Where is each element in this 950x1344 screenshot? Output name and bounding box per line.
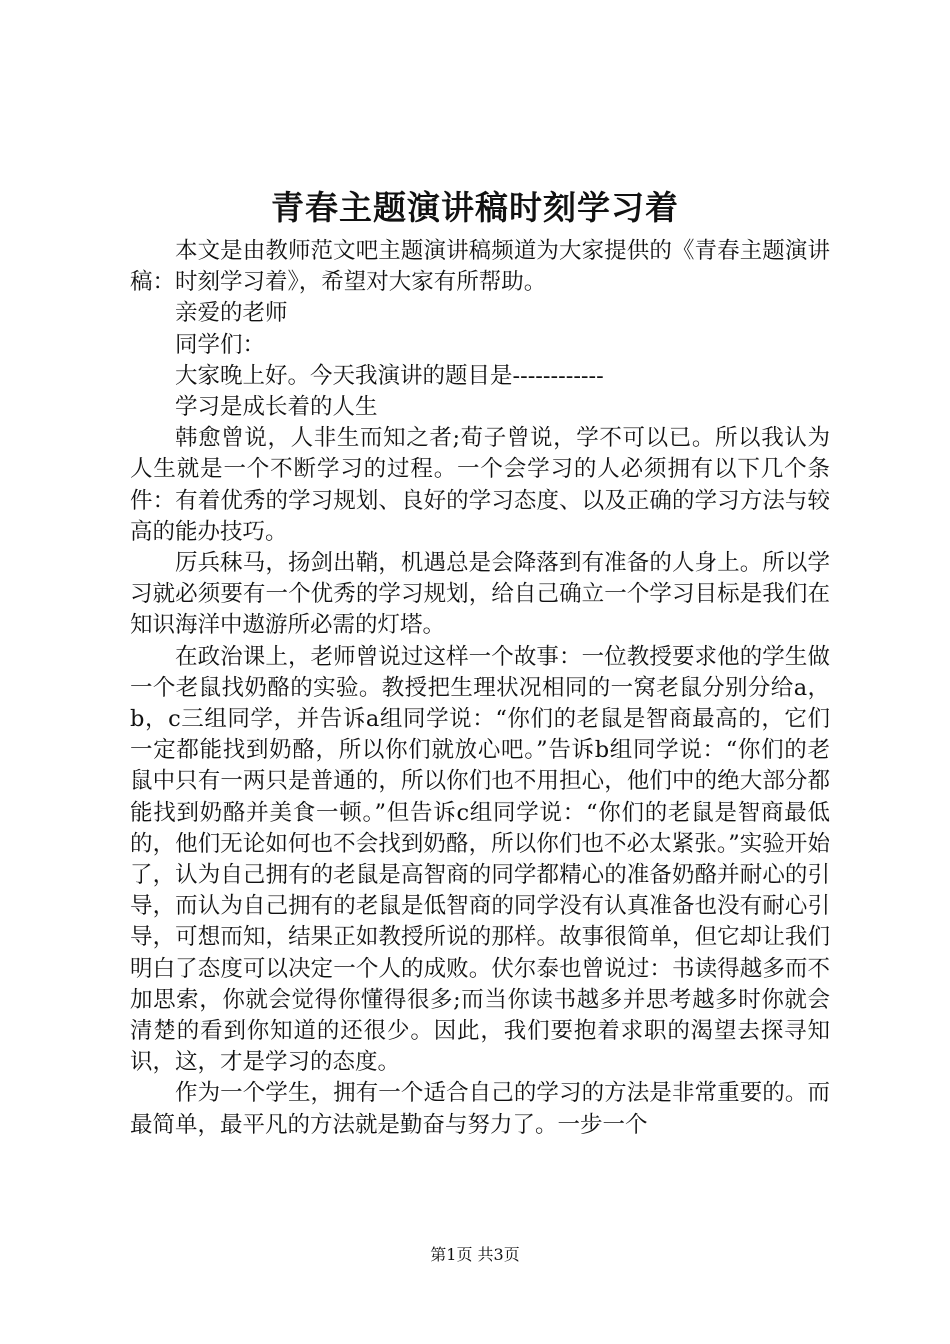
document-body: [130, 236, 830, 1141]
paragraph-salutation-teacher: 亲爱的老师: [175, 300, 288, 327]
page-footer: 第1页 共3页: [430, 1245, 520, 1264]
paragraph-speech-topic: 学习是成长着的人生: [175, 394, 378, 421]
paragraph-body: 韩愈曾说，人非生而知之者;荀子曾说，学不可以已。所以我认为人生就是一个不断学习的过程。一个会学习的人必须拥有以下几个条件：有着优秀的学习规划、良好的学习态度、以及正确的学习方法与较高的能办技巧。: [130, 425, 830, 545]
document-title: 青春主题演讲稿时刻学习着: [271, 188, 679, 227]
paragraph-greeting: 大家晚上好。今天我演讲的题目是------------: [175, 362, 604, 389]
paragraph-body: 在政治课上，老师曾说过这样一个故事：一位教授要求他的学生做一个老鼠找奶酪的实验。教授把生理状况相同的一窝老鼠分别分给a，b，c三组同学，并告诉a组同学说：“你们的老鼠是智商最高的，它们一定都能找到奶酪，所以你们就放心吧。”告诉b组同学说：“你们的老鼠中只有一两只是普通的，所以你们也不用担心，他们中的绝大部分都能找到奶酪并美食一顿。”但告诉c组同学说：“你们的老鼠是智商最低的，他们无论如何也不会找到奶酪，所以你们也不必太紧张。”实验开始了，认为自己拥有的老鼠是高智商的同学都精心的准备奶酪并耐心的引导，而认为自己拥有的老鼠是低智商的同学没有认真准备也没有耐心引导，可想而知，结果正如教授所说的那样。故事很简单，但它却让我们明白了态度可以决定一个人的成败。伏尔泰也曾说过：书读得越多而不加思索，你就会觉得你懂得很多;而当你读书越多并思考越多时你就会清楚的看到你知道的还很少。因此，我们要抱着求职的渴望去探寻知识，这，才是学习的态度。: [130, 643, 830, 1076]
paragraph-salutation-students: 同学们：: [175, 331, 266, 358]
paragraph-intro: 本文是由教师范文吧主题演讲稿频道为大家提供的《青春主题演讲稿：时刻学习着》，希望对大家有所帮助。: [130, 238, 830, 296]
paragraph-body: 厉兵秣马，扬剑出鞘，机遇总是会降落到有准备的人身上。所以学习就必须要有一个优秀的学习规划，给自己确立一个学习目标是我们在知识海洋中遨游所必需的灯塔。: [130, 550, 830, 639]
paragraph-body: 作为一个学生，拥有一个适合自己的学习的方法是非常重要的。而最简单，最平凡的方法就是勤奋与努力了。一步一个: [130, 1080, 830, 1138]
